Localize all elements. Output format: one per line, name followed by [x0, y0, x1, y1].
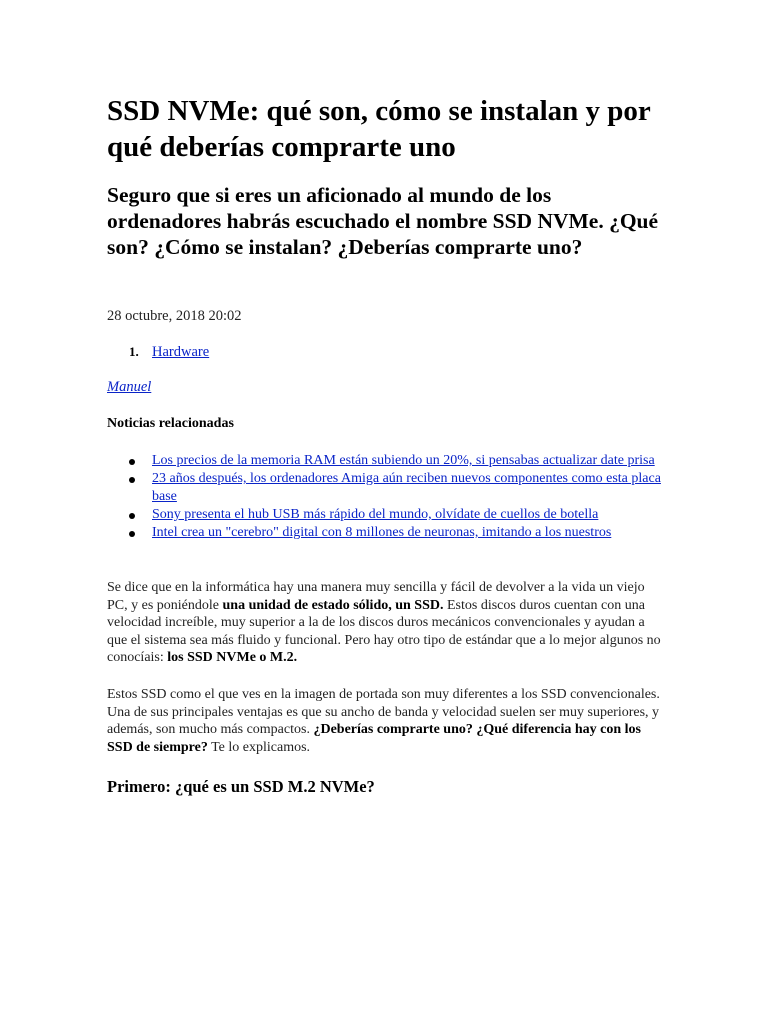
body-paragraph: [107, 579, 667, 667]
bullet-icon: [129, 531, 135, 537]
related-news-link[interactable]: Los precios de la memoria RAM están subiendo un 20%, si pensabas actualizar date prisa: [152, 453, 655, 468]
category-link-hardware[interactable]: Hardware: [152, 344, 210, 360]
body-paragraph: [107, 686, 667, 756]
paragraph-text: Se dice que en la informática hay una manera muy sencilla y fácil de devolver a la vida un viejo PC, y es poniéndole: [107, 580, 645, 613]
related-news-link[interactable]: Intel crea un "cerebro" digital con 8 millones de neuronas, imitando a los nuestros: [152, 525, 612, 540]
article-subtitle: Seguro que si eres un aficionado al mundo de los ordenadores habrás escuchado el nombre SSD NVMe. ¿Qué son? ¿Cómo se instalan? ¿Deberías comprarte uno?: [107, 183, 659, 259]
paragraph-text: Estos SSD como el que ves en la imagen de portada son muy diferentes a los SSD convencionales. Una de sus principales ventajas es que su ancho de banda y velocidad suelen ser muy superiores, y además, son mucho más compactos.: [107, 687, 660, 737]
category-list: [107, 343, 209, 361]
paragraph-text: Te lo explicamos.: [207, 739, 311, 755]
article-title: SSD NVMe: qué son, cómo se instalan y por qué deberías comprarte uno: [107, 95, 651, 163]
related-news-item: [107, 470, 667, 506]
publish-date: 28 octubre, 2018 20:02: [107, 308, 242, 324]
author-link[interactable]: Manuel: [107, 379, 152, 395]
related-news-heading: Noticias relacionadas: [107, 416, 234, 431]
paragraph-bold-text: los SSD NVMe o M.2.: [167, 650, 298, 665]
category-number: 1.: [129, 344, 139, 359]
bullet-icon: [129, 513, 135, 519]
section-heading: Primero: ¿qué es un SSD M.2 NVMe?: [107, 777, 375, 796]
paragraph-bold-text: ¿Deberías comprarte uno? ¿Qué diferencia hay con los SSD de siempre?: [107, 722, 641, 755]
paragraph-text: Estos discos duros cuentan con una velocidad increíble, muy superior a la de los discos duros mecánicos convencionales y ayudan a que el sistema sea más fluido y funcional. Pero hay otro tipo de estándar que a lo mejor algunos no conocíais:: [107, 597, 661, 665]
related-news-item: [107, 452, 667, 470]
related-news-item: [107, 524, 667, 542]
author-byline: [107, 378, 151, 396]
related-news-link[interactable]: 23 años después, los ordenadores Amiga aún reciben nuevos componentes como esta placa base: [152, 471, 661, 504]
bullet-icon: [129, 459, 135, 465]
bullet-icon: [129, 477, 135, 483]
paragraph-bold-text: una unidad de estado sólido, un SSD.: [222, 597, 444, 613]
related-news-item: [107, 506, 667, 524]
category-item: [107, 343, 209, 361]
related-news-link[interactable]: Sony presenta el hub USB más rápido del mundo, olvídate de cuellos de botella: [152, 507, 599, 522]
related-news-list: [107, 452, 667, 542]
